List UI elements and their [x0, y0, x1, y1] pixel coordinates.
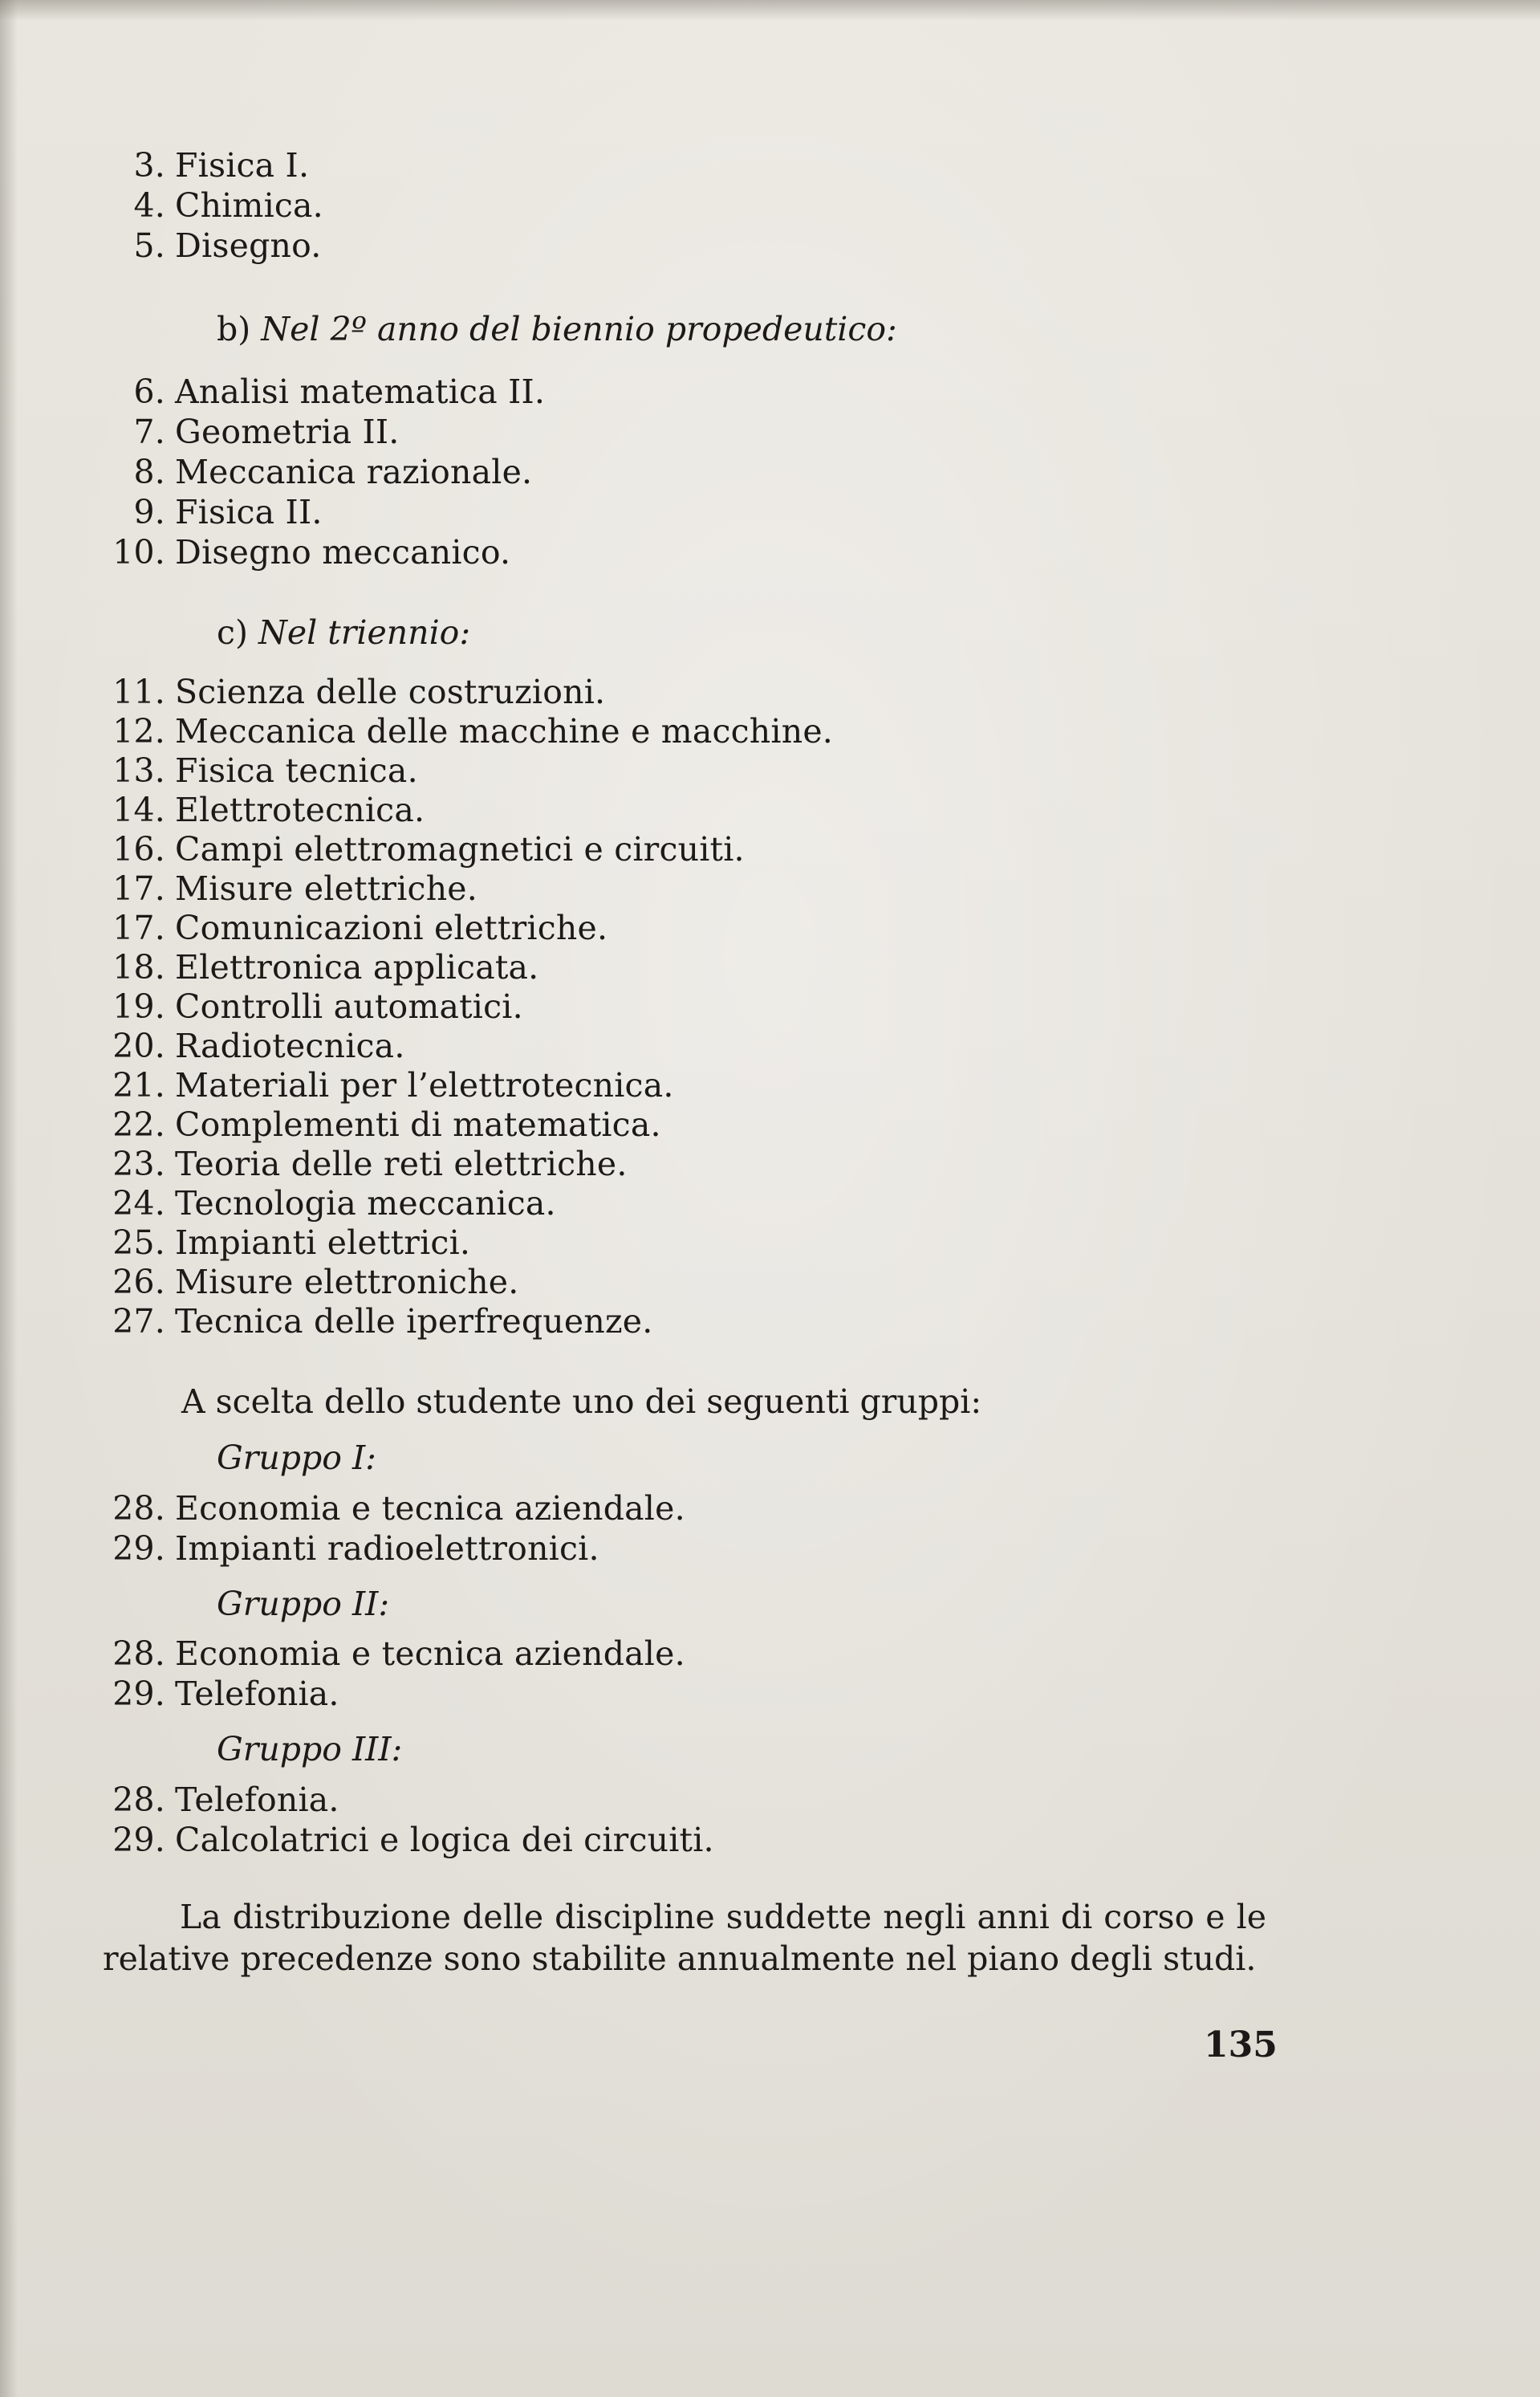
list-item — [103, 1302, 652, 1341]
list-item — [103, 1263, 519, 1301]
list-item — [103, 673, 605, 711]
item-text: Campi elettromagnetici e circuiti. — [175, 830, 745, 869]
closing-paragraph: La distribuzione delle discipline suddette negli anni di corso e le relative precedenze sono stabilite annualmente nel piano degli studi. — [103, 1898, 1266, 1978]
item-text: Impianti radioelettronici. — [175, 1529, 599, 1568]
list-item — [103, 533, 510, 572]
item-number: 22. — [112, 1105, 165, 1144]
list-item — [103, 1675, 339, 1713]
item-number: 14. — [112, 791, 165, 829]
section-title: Nel triennio: — [258, 613, 471, 652]
list-item — [103, 1027, 405, 1065]
item-text: Materiali per l’elettrotecnica. — [175, 1066, 674, 1105]
item-text: Teoria delle reti elettriche. — [175, 1145, 628, 1183]
item-text: Radiotecnica. — [175, 1027, 405, 1065]
item-number: 23. — [112, 1145, 165, 1183]
item-text: Elettrotecnica. — [175, 791, 425, 829]
item-text: Geometria II. — [175, 413, 400, 451]
item-text: Complementi di matematica. — [175, 1105, 661, 1144]
item-number: 28. — [112, 1489, 165, 1528]
item-text: Disegno. — [175, 226, 322, 265]
page-shadow-left — [0, 0, 18, 2397]
item-number: 3. — [133, 146, 165, 185]
section-title: Nel 2º anno del biennio propedeutico: — [261, 310, 897, 348]
item-text: Telefonia. — [175, 1780, 339, 1819]
item-text: Meccanica delle macchine e macchine. — [175, 712, 834, 751]
list-item — [103, 869, 477, 908]
item-text: Economia e tecnica aziendale. — [175, 1634, 685, 1673]
list-item — [103, 1105, 661, 1144]
item-text: Impianti elettrici. — [175, 1223, 471, 1262]
item-number: 21. — [112, 1066, 165, 1105]
item-text: Tecnica delle iperfrequenze. — [175, 1302, 653, 1341]
item-text: Comunicazioni elettriche. — [175, 909, 608, 947]
list-item — [103, 751, 418, 790]
list-item — [103, 146, 309, 185]
list-item — [103, 791, 425, 829]
item-text: Misure elettroniche. — [175, 1263, 519, 1301]
item-number: 7. — [133, 413, 165, 451]
item-number: 13. — [112, 751, 165, 790]
item-number: 12. — [112, 712, 165, 751]
item-text: Controlli automatici. — [175, 987, 523, 1026]
item-text: Telefonia. — [175, 1675, 339, 1713]
item-number: 29. — [112, 1529, 165, 1568]
list-item — [103, 909, 607, 947]
item-number: 29. — [112, 1821, 165, 1859]
section-letter: c) — [217, 613, 248, 652]
list-item — [103, 186, 323, 225]
item-text: Scienza delle costruzioni. — [175, 673, 606, 711]
list-item — [103, 1780, 339, 1819]
item-number: 26. — [112, 1263, 165, 1301]
item-text: Calcolatrici e logica dei circuiti. — [175, 1821, 714, 1859]
list-item — [103, 1223, 470, 1262]
list-item — [103, 712, 833, 751]
item-text: Analisi matematica II. — [175, 372, 546, 411]
item-number: 19. — [112, 987, 165, 1026]
list-item — [103, 1066, 674, 1105]
item-number: 8. — [133, 453, 165, 491]
item-text: Fisica II. — [175, 493, 323, 531]
item-number: 6. — [133, 372, 165, 411]
item-number: 20. — [112, 1027, 165, 1065]
item-text: Chimica. — [175, 186, 323, 225]
item-number: 10. — [112, 533, 165, 572]
item-text: Economia e tecnica aziendale. — [175, 1489, 685, 1528]
item-text: Fisica tecnica. — [175, 751, 418, 790]
section-c-heading — [217, 613, 470, 652]
item-text: Tecnologia meccanica. — [175, 1184, 556, 1223]
item-text: Elettronica applicata. — [175, 948, 539, 987]
item-number: 4. — [133, 186, 165, 225]
list-item — [103, 226, 322, 265]
item-number: 17. — [112, 909, 165, 947]
group-title: Gruppo I: — [217, 1439, 376, 1477]
item-number: 29. — [112, 1675, 165, 1713]
list-item — [103, 413, 400, 451]
item-number: 25. — [112, 1223, 165, 1262]
group-title: Gruppo III: — [217, 1730, 403, 1768]
item-number: 28. — [112, 1780, 165, 1819]
list-item — [103, 1489, 685, 1528]
page-shadow-top — [0, 0, 1540, 21]
item-number: 17. — [112, 869, 165, 908]
list-item — [103, 1821, 714, 1859]
item-number: 27. — [112, 1302, 165, 1341]
list-item — [103, 1634, 685, 1673]
list-item — [103, 987, 523, 1026]
item-number: 5. — [133, 226, 165, 265]
item-number: 16. — [112, 830, 165, 869]
group-title: Gruppo II: — [217, 1585, 390, 1623]
item-text: Disegno meccanico. — [175, 533, 511, 572]
item-text: Fisica I. — [175, 146, 310, 185]
item-number: 11. — [112, 673, 165, 711]
section-b-heading — [217, 310, 897, 348]
item-number: 28. — [112, 1634, 165, 1673]
list-item — [103, 948, 538, 987]
list-item — [103, 453, 532, 491]
list-item — [103, 372, 545, 411]
item-number: 9. — [133, 493, 165, 531]
list-item — [103, 1184, 556, 1223]
item-number: 18. — [112, 948, 165, 987]
item-text: Meccanica razionale. — [175, 453, 533, 491]
item-number: 24. — [112, 1184, 165, 1223]
list-item — [103, 1529, 599, 1568]
page-number: 135 — [1204, 2025, 1278, 2065]
section-letter: b) — [217, 310, 251, 348]
list-item — [103, 1145, 628, 1183]
choice-intro: A scelta dello studente uno dei seguenti gruppi: — [181, 1382, 982, 1421]
list-item — [103, 493, 323, 531]
list-item — [103, 830, 745, 869]
item-text: Misure elettriche. — [175, 869, 478, 908]
